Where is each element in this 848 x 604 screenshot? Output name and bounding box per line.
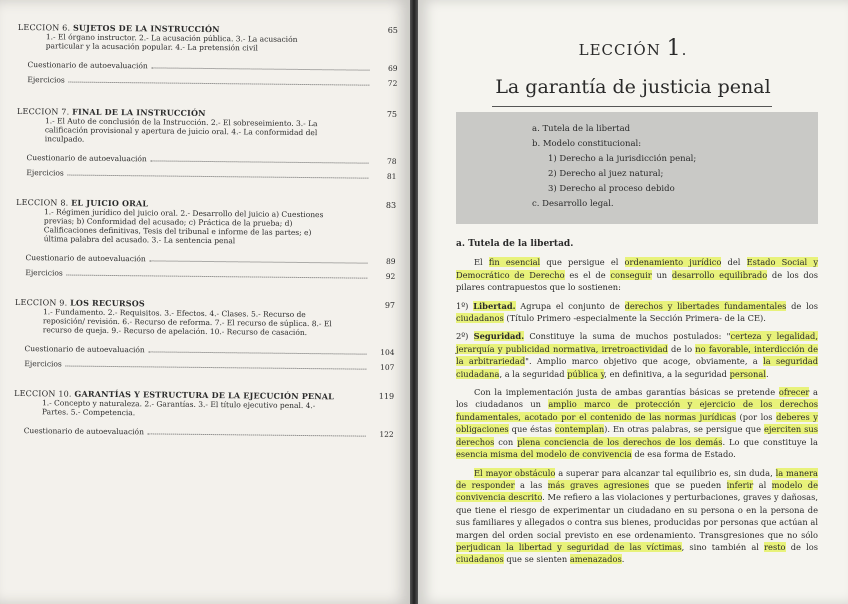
text: de los (786, 300, 819, 311)
toc-description: 1.- Concepto y naturaleza. 2.- Garantías. 3.- El título ejecutivo penal. 4.- Partes. 5.- Competencia. (41, 398, 316, 418)
lesson-dot: . (681, 41, 688, 59)
text: . (621, 554, 625, 565)
lesson-number: LECCION 8. (16, 197, 69, 208)
highlight: desarrollo equilibrado (671, 269, 768, 280)
highlight: amenazados (569, 554, 622, 565)
toc-sub-entry (25, 344, 395, 357)
title-rule (492, 106, 772, 107)
toc-sub-page: 104 (380, 347, 395, 357)
lesson-number: LECCION 9. (15, 297, 68, 308)
highlight: ofrecer (778, 387, 810, 398)
outline-item: 3) Derecho al proceso debido (548, 184, 675, 194)
text: Agrupa el conjunto de (515, 300, 625, 311)
toc-page-number: 65 (387, 25, 398, 35)
text: a los ciudadanos un (456, 387, 818, 410)
lesson-number: 1 (666, 36, 682, 61)
text: 2º) (456, 331, 474, 342)
highlight: más graves agresiones (547, 479, 650, 490)
text: al (753, 479, 772, 490)
toc-entry (14, 388, 394, 439)
toc-sub-page: 69 (387, 63, 398, 73)
text: que éstas (508, 424, 555, 435)
lesson-number: LECCION 7. (17, 106, 70, 117)
outline-item: b. Modelo constitucional: (532, 139, 642, 149)
text: a superar para alcanzar tal equilibrio es, sin duda, (555, 467, 776, 478)
section-heading: a. Tutela de la libertad. (456, 239, 574, 249)
toc-page-number: 119 (378, 391, 395, 401)
text: ). En otras palabras, se persigue que (604, 424, 764, 435)
lesson-name: EL JUICIO ORAL (71, 197, 149, 209)
dot-leader (152, 67, 370, 70)
lesson-number: LECCION 6. (17, 22, 71, 33)
highlight: contemplan (554, 424, 605, 435)
text: es el de (564, 269, 611, 280)
text: El (474, 257, 489, 268)
toc-sub-page: 89 (385, 256, 396, 266)
highlight: ciudadanos (456, 554, 504, 565)
text: ". Amplio marco objetivo que acoge, obviamente, a (525, 356, 764, 367)
toc-entry (16, 106, 397, 181)
paragraph-1 (456, 256, 818, 293)
text: del (721, 257, 747, 268)
dot-leader (68, 175, 369, 179)
highlight: Estado Social y Democrático de Derecho (456, 257, 819, 280)
toc-sub-page: 107 (380, 362, 395, 372)
lesson-outline-box (456, 112, 818, 224)
dot-leader (148, 433, 366, 436)
highlight: ordenamiento jurídico (624, 257, 722, 268)
dot-leader (150, 260, 368, 263)
highlight: amplio marco de protección y ejercicio de los derechos fundamentales, acotado por el contenido de las normas jurídicas (456, 399, 818, 422)
paragraph-3 (456, 330, 818, 380)
highlight: certeza y legalidad, jerarquía y publicidad normativa, irretroactividad (456, 331, 818, 354)
toc-sub-entry (28, 60, 398, 73)
toc-sub-page: 92 (385, 271, 396, 281)
lesson-name: GARANTÍAS Y ESTRUCTURA DE LA EJECUCIÓN PENAL (74, 388, 335, 402)
lesson-title (418, 36, 848, 61)
dot-leader (67, 275, 368, 279)
text: que se sienten (503, 554, 570, 565)
toc-sub-label: Cuestionario de autoevaluación (23, 426, 144, 437)
toc-sub-entry (24, 426, 394, 439)
dot-leader (149, 351, 367, 354)
table-of-contents (14, 22, 398, 439)
toc-description: 1.- El Auto de conclusión de la Instrucción. 2.- El sobreseimiento. 3.- La calificación provisional y apertura de juicio oral. 4.- La conformidad del inculpado. (44, 116, 318, 144)
highlight: la seguridad ciudadana (456, 356, 819, 379)
right-page (418, 0, 848, 604)
highlight: pública y (567, 368, 605, 379)
term-libertad: Libertad. (473, 300, 516, 311)
toc-heading (16, 197, 148, 208)
toc-heading (15, 297, 145, 308)
text: . Lo que constituye la (722, 436, 818, 447)
toc-sub-entry (27, 75, 397, 88)
text: a las (514, 479, 548, 490)
outline-item: 2) Derecho al juez natural; (548, 169, 664, 179)
toc-sub-label: Cuestionario de autoevaluación (27, 60, 148, 71)
text: . Me refiero a las violaciones y perturbaciones, graves y dañosas, que tiene el riesgo de experimentar un ciudadano en su persona o en la persona de sus familiares y allegados o contra sus bienes, producidas por personas que actúan al margen del orden social previsto en ese ordenamiento. Transgresiones que no sólo (456, 492, 818, 540)
highlight: El mayor obstáculo (474, 467, 556, 478)
highlight: conseguir (610, 269, 652, 280)
outline-item: 1) Derecho a la jurisdicción penal; (548, 154, 697, 164)
text: de los dos pilares contrapuestos que lo sostienen: (456, 269, 818, 293)
paragraph-4 (456, 386, 818, 460)
dot-leader (151, 160, 369, 163)
text: , sino también al (681, 541, 765, 552)
highlight: esencia misma del modelo de convivencia (456, 449, 632, 460)
text: un (651, 269, 672, 280)
highlight: resto (764, 541, 786, 552)
toc-page-number: 97 (384, 300, 396, 310)
lesson-label: LECCIÓN (578, 41, 661, 59)
toc-sub-label: Ejercicios (27, 75, 65, 85)
highlight: deberes y obligaciones (456, 411, 818, 435)
book-gutter (410, 0, 418, 604)
toc-sub-entry (25, 253, 395, 266)
toc-sub-page: 78 (386, 156, 397, 166)
toc-sub-page: 122 (379, 429, 394, 439)
lesson-name: SUJETOS DE LA INSTRUCCIÓN (72, 22, 220, 35)
toc-sub-label: Ejercicios (25, 268, 63, 278)
text: que persigue el (540, 257, 625, 268)
highlight: plena conciencia de los derechos de los demás (517, 436, 723, 447)
toc-sub-label: Cuestionario de autoevaluación (24, 344, 145, 355)
highlight: modelo de convivencia descrito (456, 479, 818, 503)
text: (por los (735, 411, 777, 422)
highlight: fin esencial (488, 257, 541, 268)
text: Constituye la suma de muchos postulados: " (524, 331, 731, 342)
toc-sub-entry (24, 359, 394, 372)
text: , a la seguridad (499, 368, 568, 379)
text: con (494, 436, 518, 447)
text: . (765, 368, 769, 379)
highlight: derechos y libertades fundamentales (624, 300, 787, 311)
toc-sub-entry (26, 168, 396, 181)
lesson-name: LOS RECURSOS (70, 297, 145, 309)
paragraph-2 (456, 300, 818, 325)
toc-sub-page: 72 (387, 78, 398, 88)
toc-sub-entry (27, 153, 397, 166)
text: que se pueden (649, 479, 727, 490)
lesson-number: LECCION 10. (14, 388, 72, 399)
outline-item: c. Desarrollo legal. (532, 199, 614, 209)
paragraph-5 (456, 467, 818, 566)
toc-description: 1.- Fundamento. 2.- Requisitos. 3.- Efectos. 4.- Clases. 5.- Recurso de reposición/ revisión. 6.- Recurso de reforma. 7.- El recurso de súplica. 8.- El recurso de queja. 9.- Recurso de apelación. 10.- Recurso de casación. (42, 307, 332, 338)
text: de esa forma de Estado. (631, 449, 736, 460)
toc-description: 1.- El órgano instructor. 2.- La acusación pública. 3.- La acusación particular y la acusación popular. 4.- La pretensión civil (45, 32, 298, 53)
toc-description: 1.- Régimen jurídico del juicio oral. 2.- Desarrollo del juicio a) Cuestiones previas; b) Conformidad del acusado; c) Práctica de la prueba; d) Calificaciones definitivas, Tesis del tribunal e informe de las partes; e) última palabra del acusado. 3.- La sentencia penal (43, 207, 324, 246)
highlight: no favorable, interdicción de la arbitrariedad (456, 343, 818, 367)
text: de lo (667, 343, 696, 354)
highlight: perjudican la libertad y seguridad de las víctimas (456, 541, 682, 552)
highlight: personal (729, 368, 766, 379)
text: Con la implementación justa de ambas garantías básicas se pretende (474, 387, 779, 398)
toc-sub-entry (25, 268, 395, 281)
chapter-title: La garantía de justicia penal (495, 76, 771, 98)
dot-leader (69, 82, 370, 86)
toc-sub-label: Ejercicios (24, 359, 62, 369)
highlight: ciudadanos (456, 313, 504, 324)
left-page (0, 0, 410, 604)
text: , en definitiva, a la seguridad (604, 368, 730, 379)
highlight: inferir (726, 479, 754, 490)
text: 1º) (456, 300, 474, 311)
toc-page-number: 83 (385, 200, 397, 210)
outline-list (532, 122, 818, 212)
toc-sub-label: Cuestionario de autoevaluación (25, 253, 146, 264)
toc-sub-page: 81 (386, 171, 397, 181)
outline-item: a. Tutela de la libertad (532, 124, 631, 134)
text: (Título Primero -especialmente la Sección Primera- de la CE). (503, 313, 766, 324)
text: de los (785, 541, 819, 552)
toc-sub-label: Ejercicios (26, 168, 64, 178)
toc-entry (17, 22, 398, 88)
dot-leader (66, 366, 367, 370)
term-seguridad: Seguridad. (473, 331, 525, 342)
highlight: la manera de responder (456, 467, 818, 490)
highlight: ejerciten sus derechos (456, 424, 819, 447)
toc-entry (14, 297, 395, 372)
toc-sub-label: Cuestionario de autoevaluación (26, 153, 147, 164)
toc-page-number: 75 (386, 109, 398, 119)
lesson-body (456, 238, 818, 572)
lesson-name: FINAL DE LA INSTRUCCIÓN (72, 106, 206, 118)
toc-entry (15, 197, 396, 281)
